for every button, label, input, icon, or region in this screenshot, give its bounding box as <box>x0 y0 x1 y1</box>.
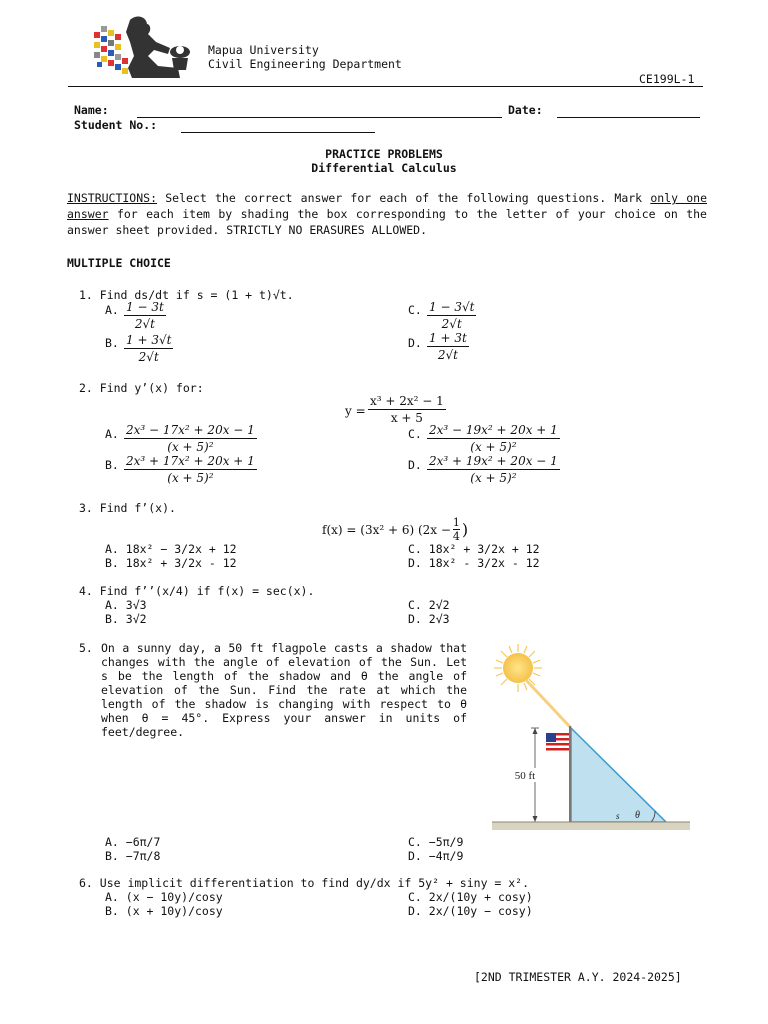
q6-stem: 6. Use implicit differentiation to find dy/dx if 5y² + siny = x². <box>79 876 530 890</box>
instructions-label: INSTRUCTIONS: <box>67 191 158 205</box>
q1-a-numerator: 1 − 3t <box>126 300 164 314</box>
q5-option-b: B. −7π/8 <box>105 849 161 863</box>
q5-option-a: A. −6π/7 <box>105 835 161 849</box>
q3-eq-frac-den: 4 <box>452 530 460 543</box>
q4-option-a: A. 3√3 <box>105 598 147 612</box>
q1-a-denominator: 2√t <box>134 317 155 331</box>
q2-stem: 2. Find y’(x) for: <box>79 381 204 395</box>
flagpole-figure-svg <box>488 640 693 835</box>
q2-b-numerator: 2x³ + 17x² + 20x + 1 <box>126 454 255 468</box>
figure-height-label: 50 ft <box>514 770 536 782</box>
q4-stem: 4. Find f’’(x/4) if f(x) = sec(x). <box>79 584 315 598</box>
us-flag-icon <box>546 733 569 751</box>
q1-b-denominator: 2√t <box>138 350 159 364</box>
q3-eq-frac-num: 1 <box>452 516 460 529</box>
q1-c-denominator: 2√t <box>441 317 462 331</box>
q2-b-fraction <box>124 454 257 485</box>
university-name: Mapua University <box>208 43 319 57</box>
q2-c-fraction <box>427 423 560 454</box>
q3-option-a: A. 18x² − 3/2x + 12 <box>105 542 237 556</box>
q2-c-letter: C. <box>408 427 422 441</box>
instructions <box>67 190 707 238</box>
q5-number: 5. <box>79 641 93 655</box>
q2-a-denominator: (x + 5)² <box>167 440 214 454</box>
q1-d-fraction <box>427 331 469 362</box>
date-field[interactable] <box>557 117 700 118</box>
q2-a-letter: A. <box>105 427 119 441</box>
q4-option-b: B. 3√2 <box>105 612 147 626</box>
q1-d-denominator: 2√t <box>437 348 458 362</box>
q5-option-c: C. −5π/9 <box>408 835 464 849</box>
q1-d-letter: D. <box>408 336 422 350</box>
q1-c-numerator: 1 − 3√t <box>429 300 475 314</box>
q2-eq-numerator: x³ + 2x² − 1 <box>370 394 444 408</box>
instructions-text2: for each item by shading the box corresponding to the letter of your choice on the answer sheet provided. STRICTLY NO ERASURES ALLOWED. <box>67 207 707 237</box>
q1-d-numerator: 1 + 3t <box>429 331 467 345</box>
q2-a-numerator: 2x³ − 17x² + 20x − 1 <box>126 423 255 437</box>
date-label: Date: <box>508 103 543 117</box>
department-name: Civil Engineering Department <box>208 57 402 71</box>
q5-option-d: D. −4π/9 <box>408 849 464 863</box>
q6-option-b: B. (x + 10y)/cosy <box>105 904 223 918</box>
q3-option-b: B. 18x² + 3/2x - 12 <box>105 556 237 570</box>
footer-term: [2ND TRIMESTER A.Y. 2024-2025] <box>474 970 682 984</box>
q2-b-letter: B. <box>105 458 119 472</box>
q1-b-numerator: 1 + 3√t <box>126 333 172 347</box>
q3-equation <box>322 516 468 543</box>
q3-equation-left: f(x) = (3x² + 6) (2x − <box>322 522 451 537</box>
q3-option-d: D. 18x² - 3/2x - 12 <box>408 556 540 570</box>
q1-b-fraction <box>124 333 173 364</box>
title-line1: PRACTICE PROBLEMS <box>325 147 443 161</box>
q2-c-denominator: (x + 5)² <box>470 440 517 454</box>
q3-option-c: C. 18x² + 3/2x + 12 <box>408 542 540 556</box>
q6-option-a: A. (x − 10y)/cosy <box>105 890 223 904</box>
q3-equation-right: ) <box>461 520 469 539</box>
q2-d-fraction <box>427 454 560 485</box>
figure-s-label: s <box>616 811 620 821</box>
q1-a-letter: A. <box>105 303 119 317</box>
course-code: CE199L-1 <box>639 72 695 86</box>
q6-option-d: D. 2x/(10y − cosy) <box>408 904 533 918</box>
name-label: Name: <box>74 103 109 117</box>
q1-c-fraction <box>427 300 476 331</box>
figure-theta-label: θ <box>635 810 640 821</box>
name-field[interactable] <box>137 117 502 118</box>
flagpole-shadow-figure <box>488 640 693 835</box>
student-no-label: Student No.: <box>74 118 158 132</box>
q2-b-denominator: (x + 5)² <box>167 471 214 485</box>
student-no-field[interactable] <box>181 132 375 133</box>
q2-a-fraction <box>124 423 257 454</box>
q2-equation-lhs: y = <box>345 404 366 418</box>
q4-option-c: C. 2√2 <box>408 598 450 612</box>
q6-option-c: C. 2x/(10y + cosy) <box>408 890 533 904</box>
q2-equation-fraction <box>368 394 446 425</box>
instructions-emphasis: only one answer <box>67 191 707 221</box>
q1-stem: 1. Find ds/dt if s = (1 + t)√t. <box>79 288 294 302</box>
q2-d-letter: D. <box>408 458 422 472</box>
q5-stem: On a sunny day, a 50 ft flagpole casts a shadow that changes with the angle of elevation of the Sun. Let s be the length of the shadow and θ the angle of elevation of the Sun. Find the rate at which the length of the shadow is changing with respect to θ when θ = 45°. Express your answer in units of feet/degree. <box>101 641 467 739</box>
q2-d-denominator: (x + 5)² <box>470 471 517 485</box>
q2-d-numerator: 2x³ + 19x² + 20x − 1 <box>429 454 558 468</box>
q1-a-fraction <box>124 300 166 331</box>
university-logo <box>92 12 197 82</box>
section-heading: MULTIPLE CHOICE <box>67 256 171 270</box>
q3-equation-fraction <box>453 516 460 543</box>
q3-stem: 3. Find f’(x). <box>79 501 176 515</box>
q1-b-letter: B. <box>105 336 119 350</box>
q2-eq-denominator: x + 5 <box>390 411 423 425</box>
header-divider <box>68 86 703 87</box>
instructions-text1: Select the correct answer for each of the following questions. Mark <box>157 191 651 205</box>
q2-c-numerator: 2x³ − 19x² + 20x + 1 <box>429 423 558 437</box>
q4-option-d: D. 2√3 <box>408 612 450 626</box>
q1-c-letter: C. <box>408 303 422 317</box>
title-line2: Differential Calculus <box>311 161 457 175</box>
